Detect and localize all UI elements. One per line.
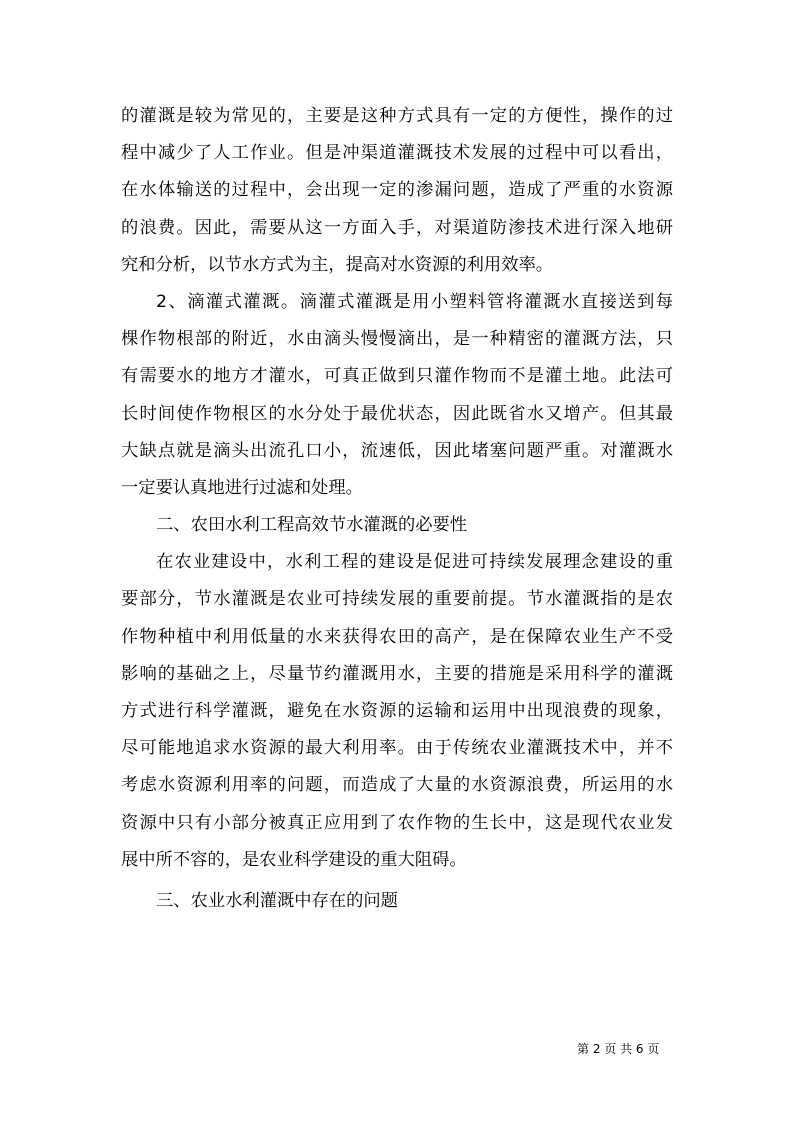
text-line: 展中所不容的，是农业科学建设的重大阻碍。 [121,849,467,870]
text-line: 尽可能地追求水资源的最大利用率。由于传统农业灌溉技术中，并不 [121,738,673,759]
section-heading-necessity [121,507,673,544]
page-number: 第 2 页 共 6 页 [577,1042,660,1056]
paragraph-drip-irrigation [121,284,673,507]
text-line: 在农业建设中，水利工程的建设是促进可持续发展理念建设的重 [156,552,673,573]
paragraph-canal-seepage [121,98,673,284]
text-line: 程中减少了人工作业。但是冲渠道灌溉技术发展的过程中可以看出， [121,143,673,164]
section-heading-problems [121,883,673,920]
text-line: 棵作物根部的附近，水由滴头慢慢滴出，是一种精密的灌溉方法，只 [121,329,673,350]
text-line: 考虑水资源利用率的问题，而造成了大量的水资源浪费，所运用的水 [121,775,673,796]
text-line: 作物种植中利用低量的水来获得农田的高产，是在保障农业生产不受 [121,626,673,647]
text-line: 究和分析，以节水方式为主，提高对水资源的利用效率。 [121,254,554,275]
text-line: 有需要水的地方才灌水，可真正做到只灌作物而不是灌土地。此法可 [121,366,673,387]
text-line: 方式进行科学灌溉，避免在水资源的运输和运用中出现浪费的现象， [121,701,673,721]
text-line: 长时间使作物根区的水分处于最优状态，因此既省水又增产。但其最 [121,403,673,424]
text-line: 资源中只有小部分被真正应用到了农作物的生长中，这是现代农业发 [121,812,673,833]
text-line: 要部分，节水灌溉是农业可持续发展的重要前提。节水灌溉指的是农 [121,589,673,610]
paragraph-water-saving [121,544,673,879]
text-line: 2、滴灌式灌溉。滴灌式灌溉是用小塑料管将灌溉水直接送到每 [156,291,673,312]
section-heading: 二、农田水利工程高效节水灌溉的必要性 [156,515,468,536]
text-line: 的灌溉是较为常见的，主要是这种方式具有一定的方便性，操作的过 [121,106,673,126]
document-body [121,98,673,920]
text-line: 的浪费。因此，需要从这一方面入手，对渠道防渗技术进行深入地研 [121,217,673,238]
text-line: 大缺点就是滴头出流孔口小，流速低，因此堵塞问题严重。对灌溉水 [121,440,673,461]
text-line: 影响的基础之上，尽量节约灌溉用水，主要的措施是采用科学的灌溉 [121,663,673,684]
text-line: 在水体输送的过程中，会出现一定的渗漏问题，造成了严重的水资源 [121,180,673,201]
section-heading: 三、农业水利灌溉中存在的问题 [156,890,398,911]
text-line: 一定要认真地进行过滤和处理。 [121,477,363,498]
